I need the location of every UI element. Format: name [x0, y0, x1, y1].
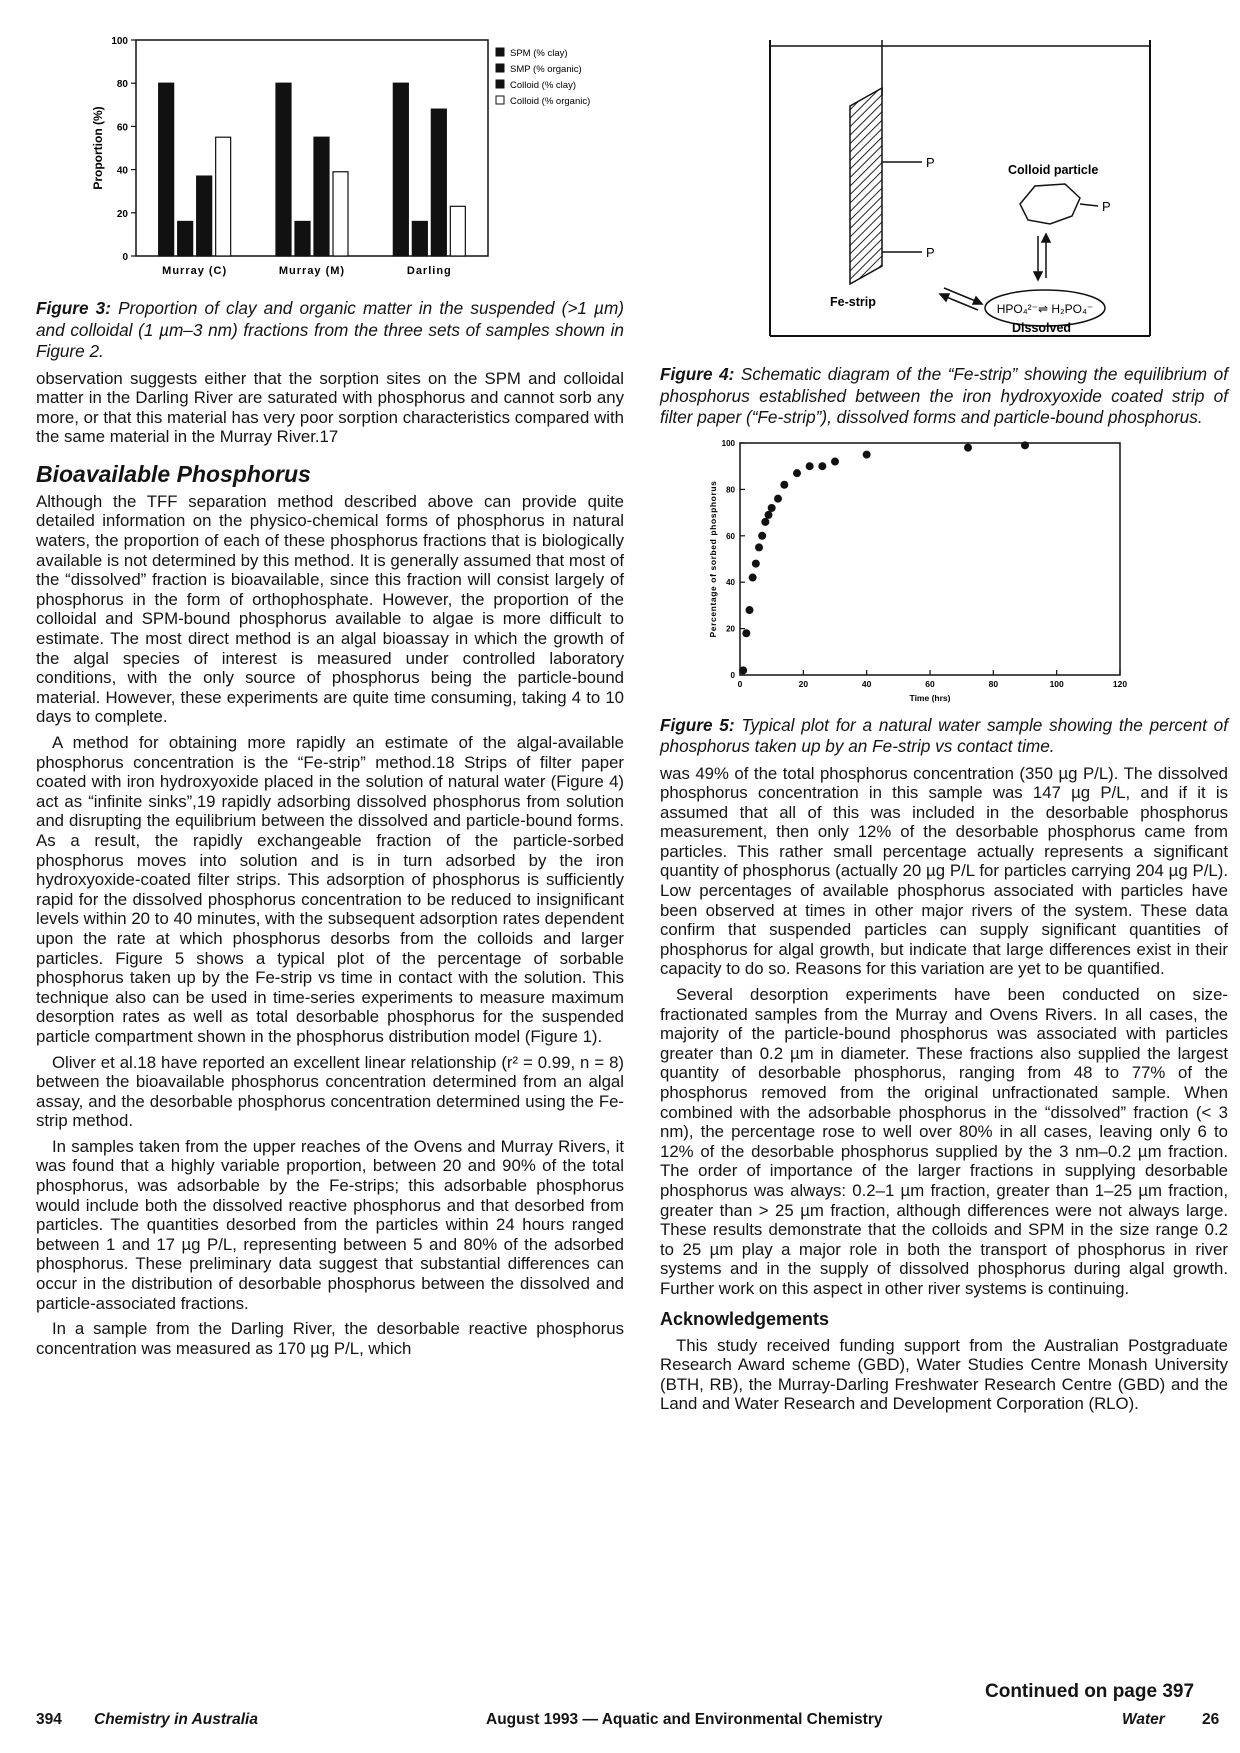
right-column: [660, 36, 1228, 1414]
legend-label-0: SPM (% clay): [510, 48, 568, 59]
figure-5-caption-label: Figure 5:: [660, 714, 735, 735]
section-heading-bioavailable: Bioavailable Phosphorus: [36, 460, 311, 487]
bar-1-1: [295, 221, 310, 256]
left-paragraph-3: A method for obtaining more rapidly an estimate of the algal-available phosphorus concentration is the “Fe-strip” method.18 Strips of filter paper coated with iron hydroxyoxide placed in the solution of natural water (Figure 4) act as “infinite sinks”,19 rapidly adsorbing dissolved phosphorus from solution and disrupting the equilibrium between the dissolved and particle-bound forms. As a result, the rapidly exchangeable fraction of the particle-sorbed phosphorus moves into solution and is in turn adsorbed by the iron hydroxyoxide-coated filter strips. This adsorption of phosphorus is sufficiently rapid for the dissolved phosphorus concentration to be reduced to insignificant levels within 20 to 40 minutes, with the subsequent adsorption rates dependent upon the rate at which phosphorus desorbs from the colloids and larger particles. Figure 5 shows a typical plot of the percentage of sorbable phosphorus taken up by the Fe-strip vs time in contact with the solution. This technique also can be used in time-series experiments to measure maximum desorption rates as well as total desorbable phosphorus for the suspended particle compartment shown in the phosphorus distribution model (Figure 1).: [36, 733, 624, 1046]
x-tick-label-1: 20: [798, 678, 809, 689]
page-footer: [36, 1707, 1232, 1735]
equilibrium-label: HPO₄²⁻⇌ H₂PO₄⁻: [996, 302, 1094, 316]
bar-1-2: [412, 221, 427, 256]
y-tick-label-5: 100: [111, 36, 128, 47]
bar-3-2: [450, 206, 465, 256]
data-point-0: [739, 666, 747, 674]
plot-frame: [740, 443, 1120, 675]
x-tick-label-0: 0: [737, 678, 743, 689]
footer-issue: August 1993 — Aquatic and Environmental Chemistry: [486, 1711, 883, 1728]
bar-3-1: [333, 172, 348, 256]
x-tick-label-6: 120: [1112, 678, 1128, 689]
y-tick-label-4: 80: [726, 484, 735, 494]
y-tick-label-5: 100: [721, 438, 735, 448]
figure-5-scatter-plot: [660, 435, 1228, 707]
y-tick-label-4: 80: [116, 79, 128, 91]
figure-3-caption: [36, 298, 624, 363]
bar-1-0: [178, 221, 193, 256]
fe-strip-label: Fe-strip: [830, 295, 876, 309]
left-column: [36, 36, 624, 1358]
legend-label-3: Colloid (% organic): [510, 96, 591, 107]
bar-2-1: [314, 137, 329, 256]
data-point-6: [758, 531, 766, 539]
section-heading-acknowledgements: Acknowledgements: [660, 1308, 830, 1329]
legend-swatch-2: [496, 80, 504, 88]
x-tick-label-4: 80: [988, 678, 999, 689]
x-category-label-0: Murray (C): [162, 265, 228, 277]
data-point-12: [793, 469, 801, 477]
figure-3-caption-text: Proportion of clay and organic matter in the suspended (>1 µm) and colloidal (1 µm–3 nm) fractions from the three sets of samples shown in Figure 2.: [36, 298, 624, 361]
bar-2-2: [431, 109, 446, 256]
colloid-particle-shape: [1020, 184, 1080, 224]
legend-label-2: Colloid (% clay): [510, 80, 576, 91]
x-category-label-1: Murray (M): [278, 265, 346, 277]
data-point-15: [831, 457, 839, 465]
figure-4-schematic: [660, 36, 1228, 356]
figure-4-caption-label: Figure 4:: [660, 364, 735, 384]
figure-4: [660, 36, 1228, 356]
vertical-equilibrium-arrows: [1034, 234, 1050, 280]
p-label-3: P: [1102, 199, 1111, 214]
footer-page-right: 26: [1202, 1711, 1220, 1728]
y-axis-label: Percentage of sorbed phosphorus: [708, 480, 718, 637]
legend-label-1: SMP (% organic): [510, 64, 582, 75]
left-paragraph-1: observation suggests either that the sorption sites on the SPM and colloidal matter in the Darling River are saturated with phosphorus and cannot sorb any more, or that this material has very poor sorption characteristics compared with the same material in the Murray River.17: [36, 368, 624, 447]
figure-3-caption-label: Figure 3:: [36, 298, 111, 318]
figure-3-bar-chart: [36, 36, 624, 290]
horizontal-equilibrium-arrows: [940, 288, 982, 310]
x-category-label-2: Darling: [406, 265, 452, 277]
p-bond-3: [1080, 204, 1098, 206]
x-axis-label: Time (hrs): [909, 692, 951, 703]
bar-0-0: [159, 83, 174, 256]
left-paragraph-4: Oliver et al.18 have reported an excellent linear relationship (r² = 0.99, n = 8) between the bioavailable phosphorus concentration determined from an algal assay, and the desorbable phosphorus concentration determined using the Fe-strip method.: [36, 1052, 624, 1131]
bar-0-2: [393, 83, 408, 256]
bar-3-0: [216, 137, 231, 256]
data-point-3: [749, 573, 757, 581]
left-paragraph-2: Although the TFF separation method described above can provide quite detailed information on the physico-chemical forms of phosphorus in natural waters, the proportion of each of these phosphorus fractions that is biologically available is not determined by this method. It is generally assumed that most of the “dissolved” fraction is bioavailable, since this fraction will consist largely of phosphorus in the form of orthophosphate. However, the proportion of the colloidal and SPM-bound phosphorus available to algae is more difficult to estimate. The most direct method is an algal bioassay in which the growth of the algal species of interest is measured under controlled laboratory conditions, with the only source of phosphorus being the particle-bound material. However, these experiments are quite time consuming, taking 4 to 10 days to complete.: [36, 491, 624, 727]
figure-5: [660, 435, 1228, 707]
y-tick-label-0: 0: [122, 252, 128, 263]
y-axis-label: Proportion (%): [91, 106, 105, 190]
continued-on-page: Continued on page 397: [985, 1681, 1195, 1702]
data-point-7: [761, 517, 769, 525]
left-paragraph-5: In samples taken from the upper reaches of the Ovens and Murray Rivers, it was found that a highly variable proportion, between 20 and 90% of the total phosphorus, was adsorbable by the Fe-strips; this adsorbable phosphorus would include both the dissolved reactive phosphorus and that desorbed from particles. The quantities desorbed from the particles within 24 hours ranged between 1 and 17 µg P/L, representing between 5 and 80% of the adsorbed phosphorus. These preliminary data suggest that substantial differences can occur in the distribution of desorbable phosphorus between the dissolved and particle-associated fractions.: [36, 1136, 624, 1313]
y-tick-label-3: 60: [116, 122, 128, 134]
legend-swatch-1: [496, 64, 504, 72]
footer-journal: Chemistry in Australia: [94, 1711, 258, 1728]
figure-5-caption: [660, 715, 1228, 758]
bar-0-1: [276, 83, 291, 256]
colloid-particle-label: Colloid particle: [1008, 163, 1099, 177]
data-point-16: [863, 450, 871, 458]
y-tick-label-1: 20: [116, 208, 128, 220]
footer-section: Water: [1122, 1711, 1165, 1728]
right-paragraph-2: Several desorption experiments have been conducted on size-fractionated samples from the Murray and Ovens Rivers. In all cases, the majority of the particle-bound phosphorus was associated with particles greater than 0.2 µm in diameter. These fractions also supplied the largest quantity of desorbable phosphorus, ranging from 48 to 77% of the phosphorus removed from the original unfractionated sample. When combined with the adsorbable phosphorus in the “dissolved” fraction (< 3 nm), the percentage rose to well over 80% in all cases, leaving only 6 to 12% of the desorbable phosphorus supplied by the 3 nm–0.2 µm fraction. The order of importance of the larger fractions in supplying desorbable phosphorus was always: 0.2–1 µm fraction, greater than 1–25 µm fraction, greater than > 25 µm fraction, although differences were not always large. These results demonstrate that the colloids and SPM in the size range 0.2 to 25 µm play a major role in both the transport of phosphorus in river systems and in the supply of dissolved phosphorus during algal growth. Further work on this aspect in other river systems is continuing.: [660, 985, 1228, 1298]
y-tick-label-0: 0: [730, 670, 735, 680]
x-tick-label-3: 60: [925, 678, 935, 689]
y-tick-label-1: 20: [726, 624, 735, 634]
x-tick-label-5: 100: [1049, 678, 1064, 689]
data-point-4: [752, 559, 760, 567]
left-paragraph-6: In a sample from the Darling River, the desorbable reactive phosphorus concentration was measured as 170 µg P/L, which: [36, 1319, 624, 1358]
fe-strip-shape: [850, 88, 882, 284]
figure-4-caption: [660, 364, 1228, 429]
p-label-1: P: [926, 155, 935, 170]
y-tick-label-2: 40: [116, 165, 128, 177]
bar-2-0: [197, 176, 212, 256]
legend-swatch-0: [496, 48, 504, 56]
figure-3: [36, 36, 624, 290]
figure-5-caption-text: Typical plot for a natural water sample showing the percent of phosphorus taken up by an Fe-strip vs contact time.: [660, 714, 1228, 756]
figure-4-caption-text: Schematic diagram of the “Fe-strip” showing the equilibrium of phosphorus established between the iron hydroxyoxide coated strip of filter paper (“Fe-strip”), dissolved forms and particle-bound phosphorus.: [660, 364, 1229, 427]
dissolved-label: Dissolved: [1012, 321, 1072, 335]
data-point-10: [774, 494, 782, 502]
right-paragraph-1: was 49% of the total phosphorus concentration (350 µg P/L). The dissolved phosphorus concentration in this sample was 147 µg P/L, and if it is assumed that all of this was included in the desorbable phosphorus measurement, then only 12% of the desorbable phosphorus came from particles. This rather small percentage actually represents a significant quantity of phosphorus (actually 20 µg P/L for particles carrying 204 µg P/L). Low percentages of available phosphorus associated with particles have been observed at times in other major rivers of the system. These data confirm that suspended particles can supply significant quantities of phosphorus for algal growth, but indicate that large differences exist in their capacity to do so. Reasons for this variation are yet to be quantified.: [660, 763, 1228, 979]
data-point-13: [806, 462, 814, 470]
data-point-1: [742, 629, 750, 637]
data-point-11: [780, 480, 788, 488]
right-paragraph-3: This study received funding support from the Australian Postgraduate Research Award scheme (GBD), Water Studies Centre Monash University (BTH, RB), the Murray-Darling Freshwater Research Centre (GBD) and the Land and Water Research and Development Corporation (RLO).: [660, 1335, 1228, 1414]
data-point-18: [1021, 441, 1029, 449]
footer-page-left: 394: [36, 1711, 62, 1728]
data-point-2: [746, 606, 754, 614]
p-label-2: P: [926, 245, 935, 260]
data-point-17: [964, 443, 972, 451]
data-point-14: [818, 462, 826, 470]
beaker-outline: [770, 40, 1150, 336]
legend-swatch-3: [496, 96, 504, 104]
data-point-9: [768, 503, 776, 511]
data-point-5: [755, 543, 763, 551]
y-tick-label-2: 40: [726, 577, 735, 587]
data-point-8: [765, 510, 773, 518]
x-tick-label-2: 40: [861, 678, 872, 689]
y-tick-label-3: 60: [726, 531, 735, 541]
